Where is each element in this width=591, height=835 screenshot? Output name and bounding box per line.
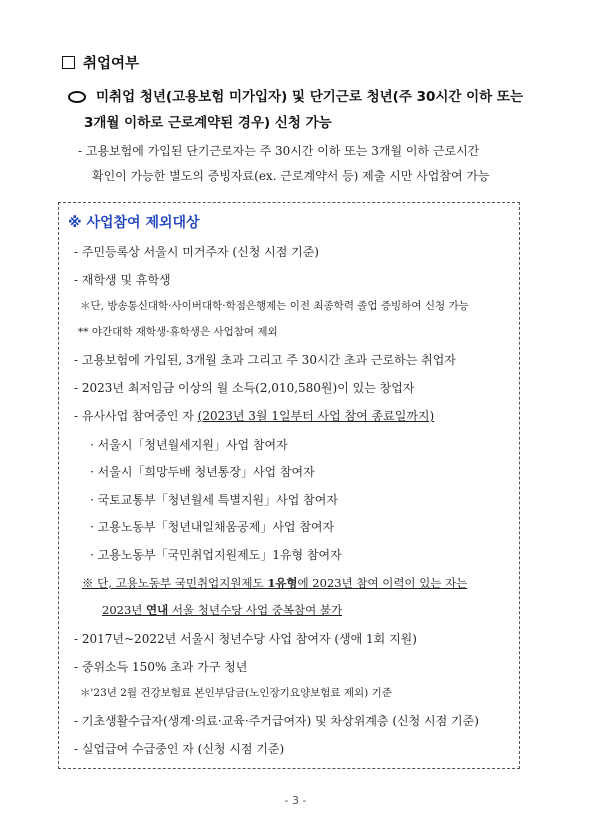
exclusion-note: ** 야간대학 재학생·휴학생은 사업참여 제외 bbox=[78, 326, 278, 338]
exclusion-subrow: · 고용노동부「청년내일채움공제」사업 참여자 bbox=[90, 520, 335, 534]
exclusion-subrow: · 국토교통부「청년월세 특별지원」사업 참여자 bbox=[90, 493, 338, 507]
section-heading-text: 취업여부 bbox=[83, 56, 140, 72]
note-text: 에 2023년 참여 이력이 있는 자는 bbox=[297, 576, 468, 590]
exclusion-row: - 실업급여 수급중인 자 (신청 시점 기준) bbox=[74, 742, 285, 756]
circle-bullet-icon bbox=[68, 91, 86, 103]
exclusion-subrow: · 서울시「청년월세지원」사업 참여자 bbox=[90, 438, 288, 452]
sub-item-line2: 확인이 가능한 별도의 증빙자료(ex. 근로계약서 등) 제출 시만 사업참여 가능 bbox=[92, 169, 490, 183]
exclusion-row: - 고용보험에 가입된, 3개월 초과 그리고 주 30시간 초과 근로하는 취업자 bbox=[74, 353, 456, 367]
note-text: 2023년 bbox=[102, 603, 147, 617]
exclusion-row: - 2017년~2022년 서울시 청년수당 사업 참여자 (생애 1회 지원) bbox=[74, 632, 417, 646]
exclusion-title: ※ 사업참여 제외대상 bbox=[68, 215, 200, 231]
section-heading bbox=[62, 52, 139, 73]
similar-program-label: - 유사사업 참여중인 자 bbox=[74, 409, 198, 423]
square-bullet-icon bbox=[62, 56, 75, 69]
note-text: ※ 단, 고용노동부 국민취업지원제도 bbox=[82, 576, 268, 590]
main-item-line1: 미취업 청년(고용보험 미가입자) 및 단기근로 청년(주 30시간 이하 또는 bbox=[96, 89, 524, 105]
sub-item-line1: - 고용보험에 가입된 단기근로자는 주 30시간 이하 또는 3개월 이하 근로시간 bbox=[78, 144, 480, 158]
main-item-line2: 3개월 이하로 근로계약된 경우) 신청 가능 bbox=[84, 115, 332, 131]
main-item bbox=[68, 84, 548, 136]
sub-item bbox=[78, 139, 548, 189]
exclusion-subrow: · 서울시「희망두배 청년통장」사업 참여자 bbox=[90, 465, 315, 479]
exclusion-note-line1 bbox=[82, 575, 467, 591]
exclusion-subrow: · 고용노동부「국민취업지원제도」1유형 참여자 bbox=[90, 548, 342, 562]
exclusion-row: - 중위소득 150% 초과 가구 청년 bbox=[74, 660, 248, 674]
exclusion-note: ＊'23년 2월 건강보험료 본인부담금(노인장기요양보험료 제외) 기준 bbox=[80, 687, 392, 699]
exclusion-row: - 재학생 및 휴학생 bbox=[74, 273, 171, 287]
exclusion-row bbox=[74, 407, 434, 424]
exclusion-note-line2 bbox=[102, 602, 342, 618]
similar-program-period: (2023년 3월 1일부터 사업 참여 종료일까지) bbox=[197, 409, 435, 423]
note-bold: 1유형 bbox=[267, 576, 298, 590]
exclusion-row: - 주민등록상 서울시 미거주자 (신청 시점 기준) bbox=[74, 245, 319, 259]
page-number: - 3 - bbox=[284, 794, 307, 807]
exclusion-note: ＊단, 방송통신대학·사이버대학·학점은행제는 이전 최종학력 졸업 증빙하여 신청 가능 bbox=[80, 300, 469, 312]
note-text: 서울 청년수당 사업 중복참여 불가 bbox=[168, 603, 343, 617]
exclusion-row: - 2023년 최저임금 이상의 월 소득(2,010,580원)이 있는 창업자 bbox=[74, 381, 415, 395]
exclusion-row: - 기초생활수급자(생계·의료·교육·주거급여자) 및 차상위계층 (신청 시점 기준) bbox=[74, 714, 479, 728]
note-bold: 연내 bbox=[146, 603, 169, 617]
